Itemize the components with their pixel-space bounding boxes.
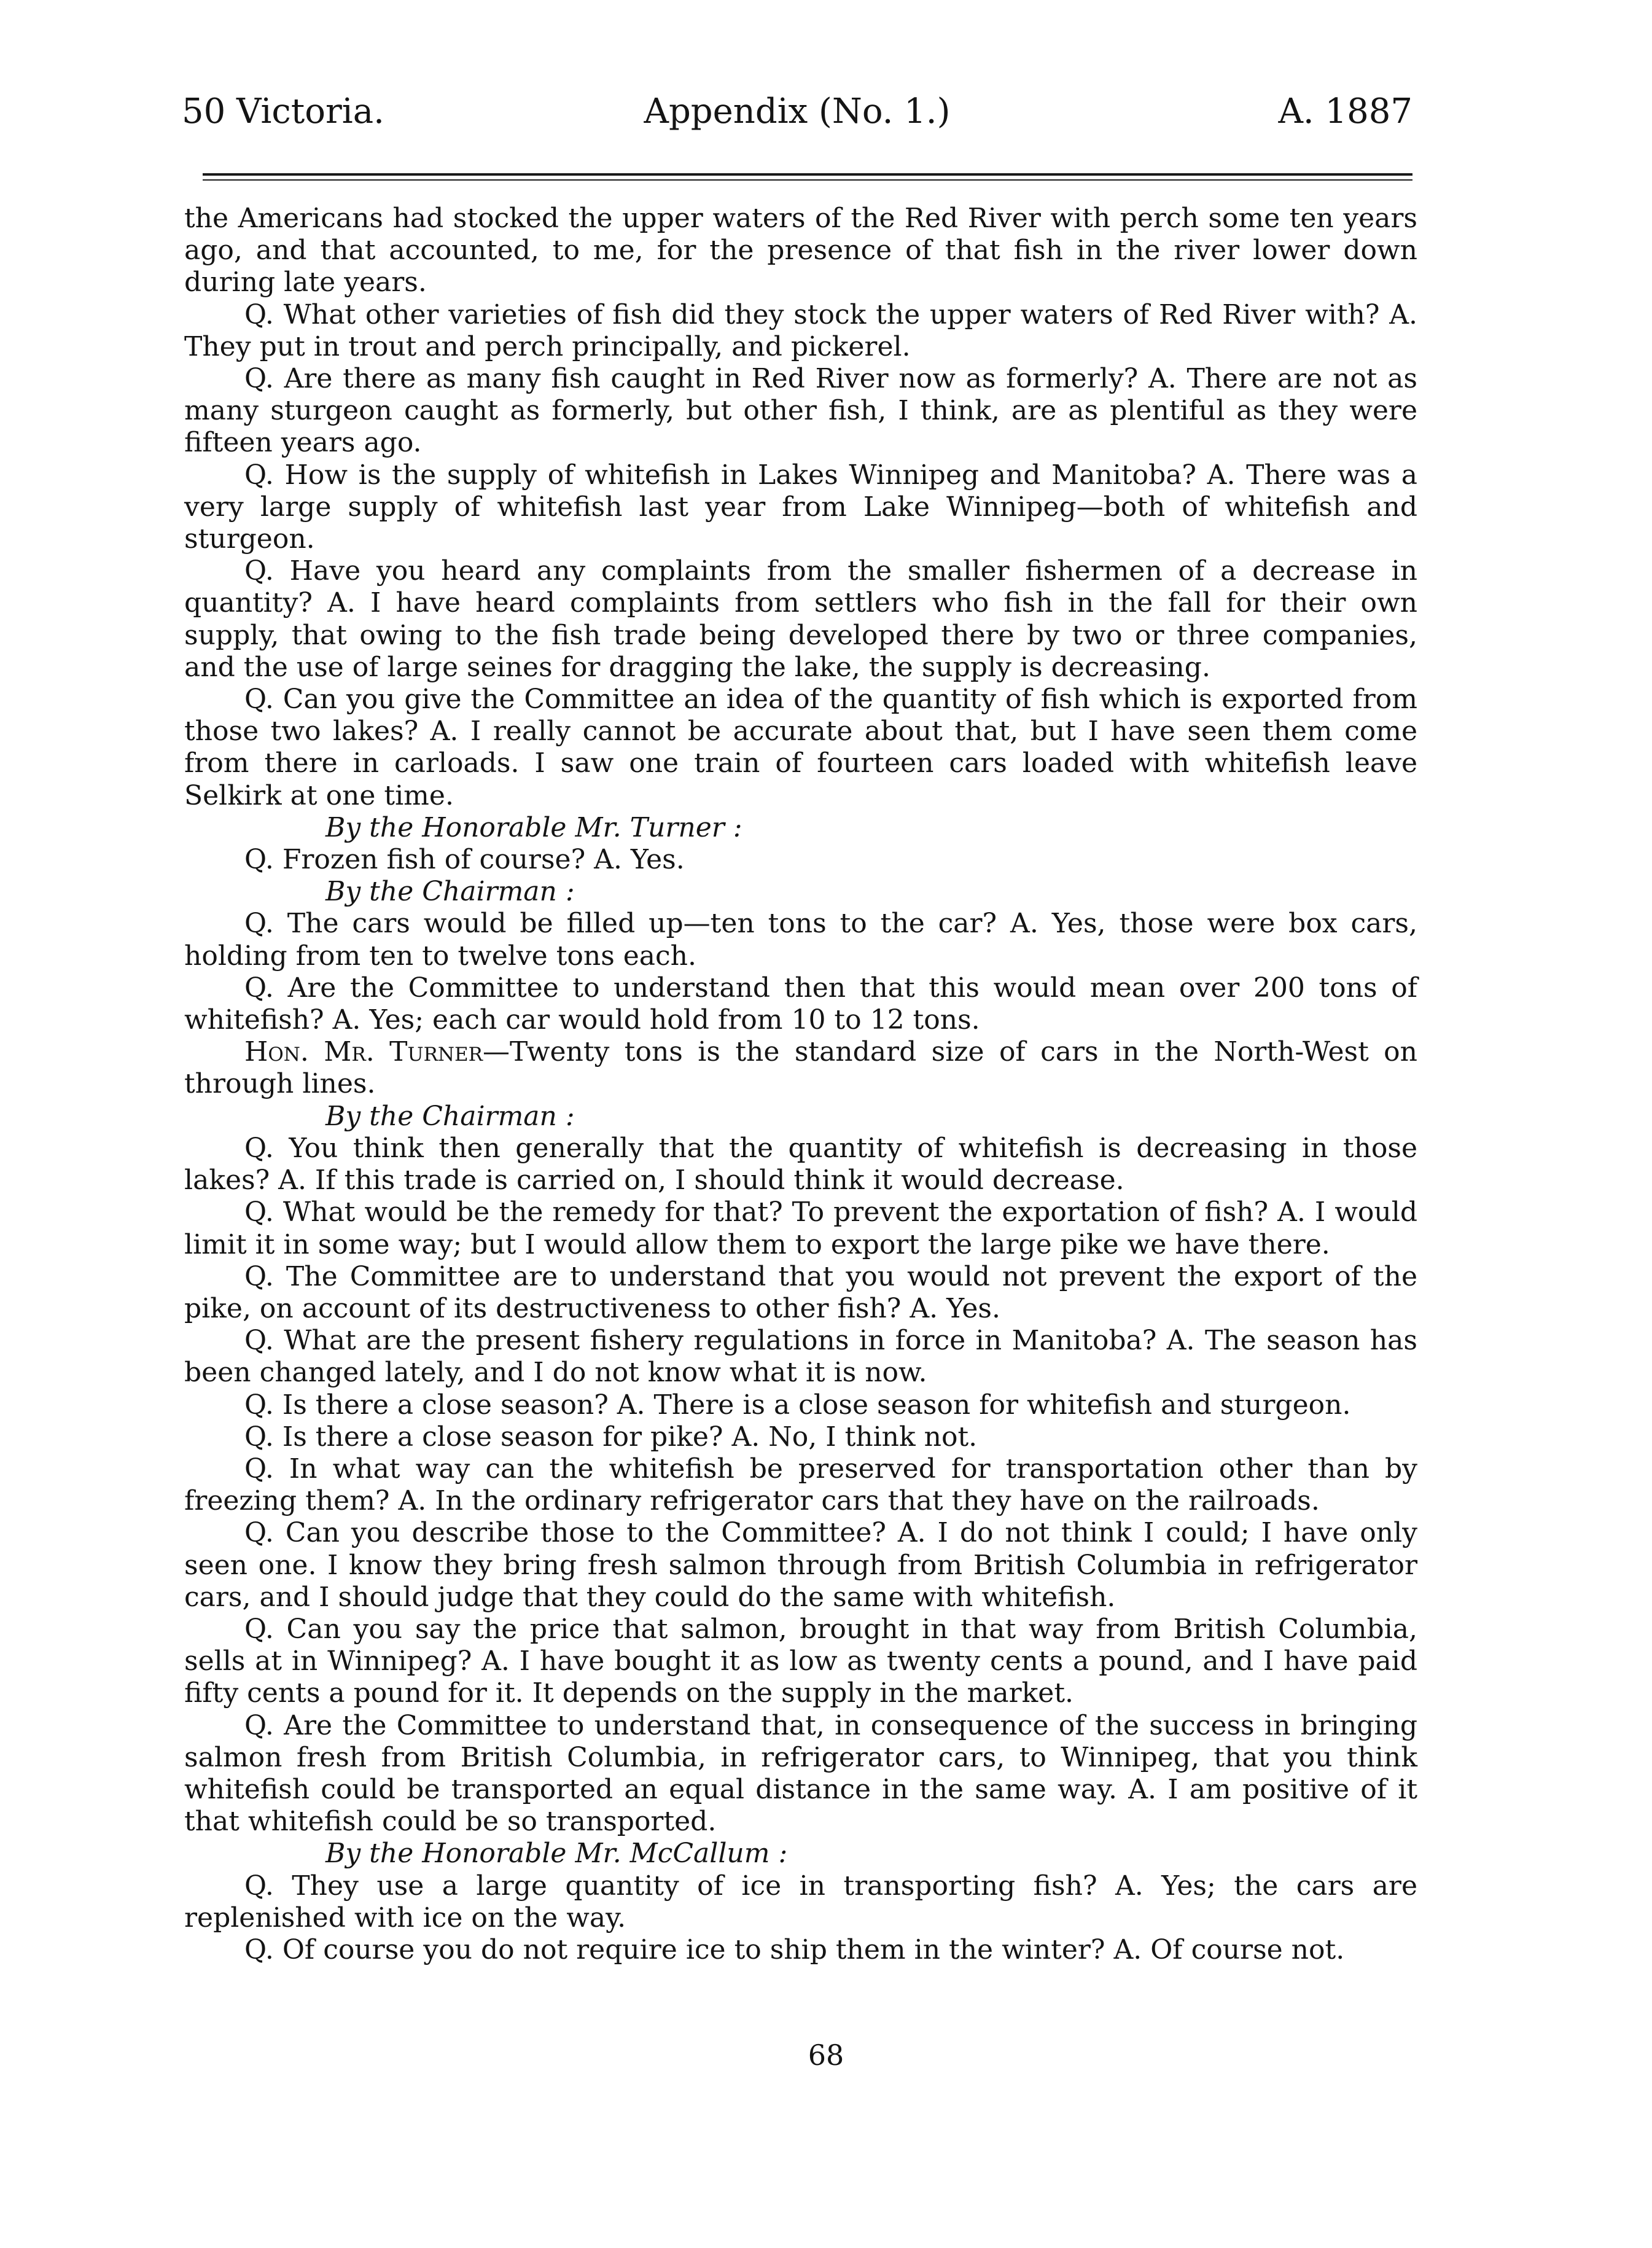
header-session: 50 Victoria. <box>182 92 384 131</box>
question-answer: Q. Have you heard any complaints from the smaller fishermen of a decrease in quantity? A. I have heard complaints from settlers who fish in the fall for their own supply, that owing to the fish trade being developed there by two or three companies, and the use of large seines for dragging the lake, the supply is decreasing. <box>184 555 1417 683</box>
question-answer: Q. Can you say the price that salmon, brought in that way from British Columbia, sells at in Winnipeg? A. I have bought it as low as twenty cents a pound, and I have paid fifty cents a pound for it. It depends on the supply in the market. <box>184 1613 1417 1709</box>
question-answer: Q. They use a large quantity of ice in transporting fish? A. Yes; the cars are replenished with ice on the way. <box>184 1870 1417 1934</box>
question-answer: Q. The cars would be filled up—ten tons to the car? A. Yes, those were box cars, holding from ten to twelve tons each. <box>184 908 1417 972</box>
question-answer: Q. How is the supply of whitefish in Lakes Winnipeg and Manitoba? A. There was a very large supply of whitefish last year from Lake Winnipeg—both of whitefish and sturgeon. <box>184 459 1417 555</box>
header-rule-thick <box>203 173 1412 176</box>
examiner-heading: By the Chairman : <box>325 1100 575 1132</box>
question-answer: Q. Are there as many fish caught in Red River now as formerly? A. There are not as many sturgeon caught as formerly, but other fish, I think, are as plentiful as they were fifteen years ago. <box>184 363 1417 459</box>
question-answer: Q. You think then generally that the quantity of whitefish is decreasing in those lakes? A. If this trade is carried on, I should think it would decrease. <box>184 1132 1417 1196</box>
examiner-heading: By the Honorable Mr. Turner : <box>325 811 742 843</box>
question-answer: Q. What are the present fishery regulations in force in Manitoba? A. The season has been changed lately, and I do not know what it is now. <box>184 1325 1417 1389</box>
question-answer: Q. The Committee are to understand that you would not prevent the export of the pike, on account of its destructiveness to other fish? A. Yes. <box>184 1260 1417 1324</box>
question-answer: Q. Is there a close season for pike? A. No, I think not. <box>244 1421 978 1453</box>
question-answer: Q. Are the Committee to understand that, in consequence of the success in bringing salmon fresh from British Columbia, in refrigerator cars, to Winnipeg, that you think whitefish could be transported an equal distance in the same way. A. I am positive of it that whitefish could be so transported. <box>184 1709 1417 1838</box>
testimony-body <box>184 203 1417 1966</box>
question-answer: Q. Of course you do not require ice to ship them in the winter? A. Of course not. <box>244 1934 1345 1965</box>
page-number: 68 <box>808 2039 844 2072</box>
question-answer: Q. In what way can the whitefish be preserved for transportation other than by freezing them? A. In the ordinary refrigerator cars that they have on the railroads. <box>184 1453 1417 1517</box>
question-answer: Q. Are the Committee to understand then that this would mean over 200 tons of whitefish? A. Yes; each car would hold from 10 to 12 tons. <box>184 972 1417 1036</box>
question-answer: Q. What other varieties of fish did they stock the upper waters of Red River with? A. They put in trout and perch principally, and pickerel. <box>184 299 1417 362</box>
question-answer: Q. Is there a close season? A. There is a close season for whitefish and sturgeon. <box>244 1389 1351 1421</box>
header-rule-thin <box>203 179 1412 181</box>
examiner-heading: By the Honorable Mr. McCallum : <box>325 1838 788 1870</box>
question-answer: Q. What would be the remedy for that? To prevent the exportation of fish? A. I would limit it in some way; but I would allow them to export the large pike we have there. <box>184 1196 1417 1260</box>
running-header <box>182 87 1412 136</box>
question-answer: Q. Frozen fish of course? A. Yes. <box>244 844 685 876</box>
remark-paragraph <box>184 1036 1417 1100</box>
examiner-heading: By the Chairman : <box>325 876 575 908</box>
header-appendix: Appendix (No. 1.) <box>644 92 951 131</box>
remark-speaker: Hon. Mr. Turner <box>244 1036 483 1068</box>
question-answer: Q. Can you give the Committee an idea of the quantity of fish which is exported from those two lakes? A. I really cannot be accurate about that, but I have seen them come from there in carloads. I saw one train of fourteen cars loaded with whitefish leave Selkirk at one time. <box>184 684 1417 811</box>
header-year: A. 1887 <box>1278 92 1412 131</box>
continued-answer: the Americans had stocked the upper waters of the Red River with perch some ten years ago, and that accounted, to me, for the presence of that fish in the river lower down during late years. <box>184 203 1417 299</box>
remark-text: —Twenty tons is the standard size of cars in the North-West on through lines. <box>184 1036 1417 1100</box>
question-answer: Q. Can you describe those to the Committee? A. I do not think I could; I have only seen one. I know they bring fresh salmon through from British Columbia in refrigerator cars, and I should judge that they could do the same with whitefish. <box>184 1517 1417 1613</box>
